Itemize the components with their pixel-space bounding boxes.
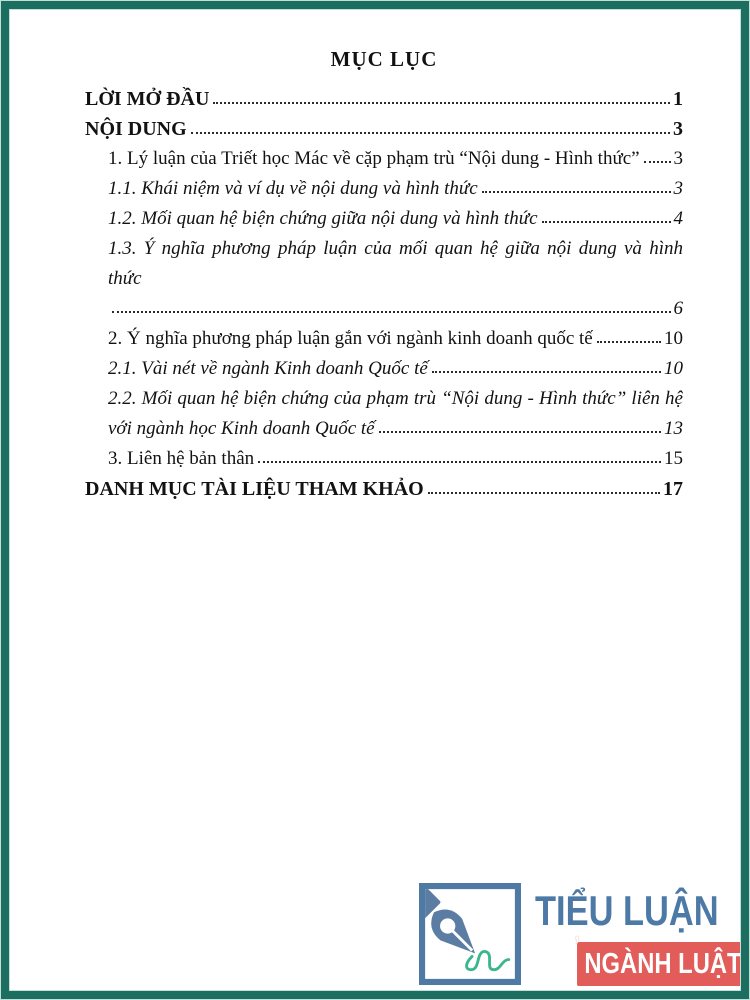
toc-page-number: 10: [664, 358, 683, 379]
toc-page-number: 3: [673, 148, 683, 169]
toc-label: 2.1. Vài nét về ngành Kinh doanh Quốc tế: [108, 358, 428, 379]
dot-leader: [428, 492, 660, 494]
pen-nib-icon: [419, 883, 521, 985]
dot-leader: [597, 341, 661, 343]
toc-row: [85, 144, 683, 174]
toc-label: NỘI DUNG: [85, 118, 187, 140]
toc-page-number: 3: [673, 118, 683, 140]
toc-page-number: 13: [664, 418, 683, 439]
toc-label: 3. Liên hệ bản thân: [108, 448, 255, 469]
toc-label: 1.2. Mối quan hệ biện chứng giữa nội dung và hình thức: [108, 208, 538, 229]
dot-leader: [644, 161, 671, 163]
toc-row: [85, 444, 683, 474]
toc-page-number: 15: [664, 448, 683, 469]
brand-badge: [574, 932, 749, 986]
toc-label: 1. Lý luận của Triết học Mác về cặp phạm trù “Nội dung - Hình thức”: [108, 148, 640, 169]
toc-row: [85, 474, 683, 504]
toc-row: [85, 384, 683, 414]
dot-leader: [213, 102, 670, 104]
brand-badge-label: NGÀNH LUẬT: [584, 948, 742, 980]
dot-leader: [112, 311, 671, 313]
toc-row: [85, 354, 683, 384]
toc-label: DANH MỤC TÀI LIỆU THAM KHẢO: [85, 478, 424, 500]
toc-label: 2.2. Mối quan hệ biện chứng của phạm trù “Nội dung - Hình thức” liên hệ: [108, 388, 683, 409]
brand-name: TIỂU LUẬN: [535, 887, 719, 934]
toc-row-continuation: [85, 294, 683, 324]
toc-page-number: 1: [673, 88, 683, 110]
toc-row: [85, 114, 683, 144]
toc-label: với ngành học Kinh doanh Quốc tế: [108, 418, 375, 439]
toc-row: [85, 234, 683, 294]
dot-leader: [542, 221, 671, 223]
toc-page-number: 4: [673, 208, 683, 229]
toc-page-number: 6: [673, 298, 683, 319]
dot-leader: [258, 461, 661, 463]
toc-label: 1.3. Ý nghĩa phương pháp luận của mối quan hệ giữa nội dung và hình thức: [108, 238, 683, 289]
badge-hook-mark: ʼ: [574, 932, 581, 959]
toc-page-number: 3: [673, 178, 683, 199]
toc-label: 2. Ý nghĩa phương pháp luận gắn với ngành kinh doanh quốc tế: [108, 328, 593, 349]
toc-page-number: 10: [664, 328, 683, 349]
dot-leader: [191, 132, 670, 134]
toc-row: [85, 204, 683, 234]
toc-page-number: 17: [663, 478, 683, 500]
dot-leader: [432, 371, 661, 373]
toc-row: [85, 174, 683, 204]
toc-label: 1.1. Khái niệm và ví dụ về nội dung và hình thức: [108, 178, 478, 199]
toc-label: LỜI MỞ ĐẦU: [85, 88, 210, 110]
toc-row: [85, 324, 683, 354]
toc-row-continuation: [85, 414, 683, 444]
dot-leader: [379, 431, 661, 433]
table-of-contents: [85, 84, 683, 504]
dot-leader: [482, 191, 671, 193]
watermark-logo: [419, 883, 741, 988]
toc-row: [85, 84, 683, 114]
page-title: MỤC LỤC: [330, 47, 438, 71]
toc-content: [10, 10, 740, 504]
